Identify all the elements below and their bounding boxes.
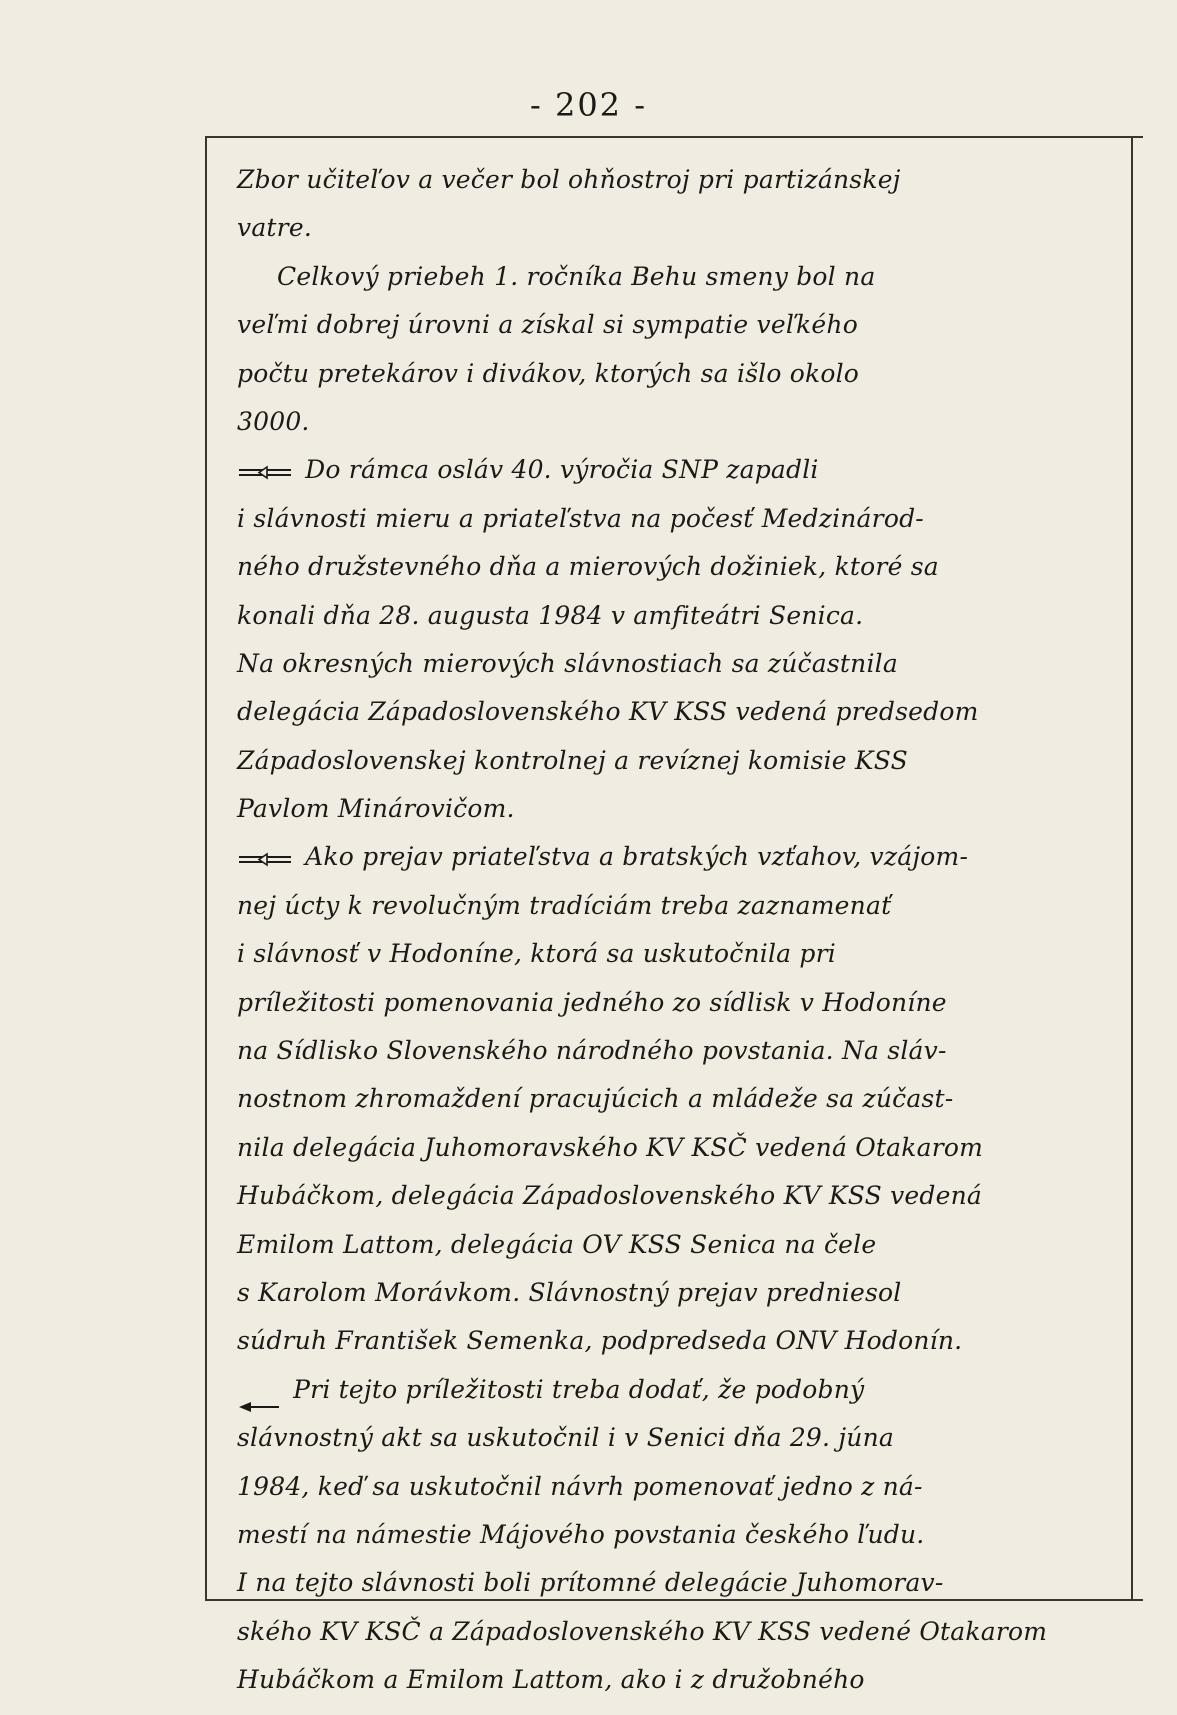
text-line: Hubáčkom, delegácia Západoslovenského KV KSS vedená [237, 1181, 983, 1211]
text-line: počtu pretekárov i divákov, ktorých sa išlo okolo [237, 358, 860, 388]
text-line: delegácia Západoslovenského KV KSS vedená predsedom [237, 697, 979, 727]
text-line: Na okresných mierových slávnostiach sa zúčastnila [237, 648, 898, 678]
text-line: I na tejto slávnosti boli prítomné delegácie Juhomorav- [237, 1568, 944, 1598]
text-line: súdruh František Semenka, podpredseda ONV Hodonín. [237, 1326, 963, 1356]
text-line [237, 446, 1105, 494]
text-line: ného družstevného dňa a mierových dožiniek, ktoré sa [237, 552, 939, 582]
text-line: i slávnosti mieru a priateľstva na počesť Medzinárod- [237, 503, 924, 533]
text-line-content: Do rámca osláv 40. výročia SNP zapadli [305, 455, 819, 485]
section-marker-icon [237, 464, 293, 480]
text-line: vatre. [237, 213, 312, 243]
text-line [237, 1366, 1105, 1414]
handwritten-text-body [237, 156, 1105, 1705]
text-line: 1984, keď sa uskutočnil návrh pomenovať jedno z ná- [237, 1471, 923, 1501]
text-line: nej úcty k revolučným tradíciám treba zaznamenať [237, 890, 892, 920]
text-line: nila delegácia Juhomoravského KV KSČ vedená Otakarom [237, 1132, 984, 1162]
text-line: Pavlom Minárovičom. [237, 794, 515, 824]
text-line: Celkový priebeh 1. ročníka Behu smeny bol na [277, 261, 876, 291]
text-line: Zbor učiteľov a večer bol ohňostroj pri partizánskej [237, 165, 901, 194]
frame-corner-tick [1133, 136, 1143, 148]
text-line: nostnom zhromaždení pracujúcich a mládeže sa zúčast- [237, 1084, 954, 1114]
text-line: mestí na námestie Májového povstania českého ľudu. [237, 1519, 925, 1549]
text-line: Emilom Lattom, delegácia OV KSS Senica na čele [237, 1229, 877, 1259]
text-line: slávnostný akt sa uskutočnil i v Senici dňa 29. júna [237, 1423, 894, 1453]
text-line: s Karolom Morávkom. Slávnostný prejav predniesol [237, 1277, 902, 1307]
text-line: na Sídlisko Slovenského národného povstania. Na sláv- [237, 1036, 947, 1066]
text-line-content: Pri tejto príležitosti treba dodať, že podobný [293, 1374, 865, 1404]
text-line: príležitosti pomenovania jedného zo sídlisk v Hodoníne [237, 987, 947, 1017]
text-line: i slávnosť v Hodoníne, ktorá sa uskutočnila pri [237, 939, 836, 969]
text-line [237, 833, 1105, 881]
page-number: - 202 - [529, 86, 648, 124]
arrow-marker-icon [237, 1383, 281, 1399]
text-line: Hubáčkom a Emilom Lattom, ako i z družobného [237, 1665, 865, 1695]
page-frame [205, 136, 1133, 1695]
text-line: 3000. [237, 406, 310, 436]
text-line: Západoslovenskej kontrolnej a revíznej komisie KSS [237, 745, 908, 775]
section-marker-icon [237, 851, 293, 867]
frame-corner-tick [1133, 1589, 1143, 1601]
text-line: veľmi dobrej úrovni a získal si sympatie veľkého [237, 310, 858, 340]
text-line-content: Ako prejav priateľstva a bratských vzťahov, vzájom- [305, 842, 969, 872]
text-line: konali dňa 28. augusta 1984 v amfiteátri Senica. [237, 600, 864, 630]
text-line: ského KV KSČ a Západoslovenského KV KSS vedené Otakarom [237, 1616, 1048, 1646]
